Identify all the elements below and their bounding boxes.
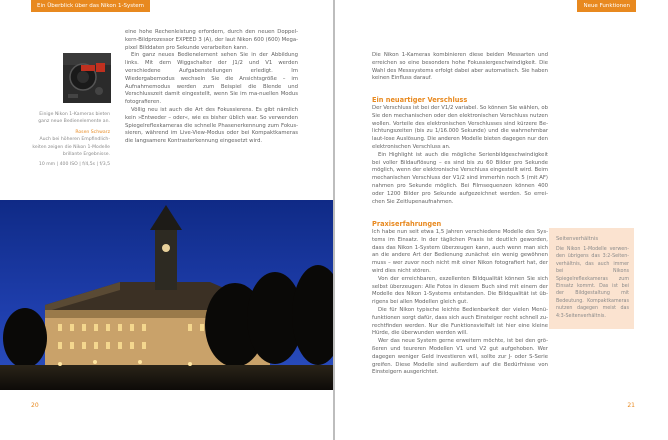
paragraph: Von der erreichbaren, exzellenten Bildqualität können Sie sich selbst überzeugen: Alle Fotos in diesem Buch sind mit einem der Modelle des Nikon 1-Systems entstanden. Die Bildqualität ist üb-rigens bei allen Modellen gleich gut. (372, 275, 548, 306)
section-verschluss-text (372, 105, 548, 206)
camera-control-photo (63, 53, 111, 103)
caption-credit: Auch bei höheren Empfindlich- (39, 137, 110, 143)
caption-title: Rosen Schwarz (75, 129, 110, 135)
left-body-text (125, 29, 298, 146)
right-intro-text (372, 52, 548, 83)
paragraph: Ein ganz neues Bedienelement sehen Sie in der Abbildung links. Mit dem Wiggschalter der J1/2 und V1 werden verschiedene Aufgabenstellungen erledigt. Im Wiedergabemodus wechseln Sie die Ansichtsgröße – im Aufnahmemodus werden zum Beispiel die Blende und Verschlusszeit damit eingestellt, wenn Sie im ma-nuellen Modus fotografieren. (125, 52, 298, 106)
caption-credit: keiten zeigen die Nikon 1-Modelle (32, 144, 110, 150)
section-heading-praxis: Praxiserfahrungen (372, 220, 442, 228)
caption-credit: brillante Ergebnisse. (62, 152, 110, 158)
section-heading-verschluss: Ein neuartiger Verschluss (372, 96, 468, 104)
page-number-left: 20 (31, 402, 39, 409)
paragraph: Die Nikon 1-Kameras kombinieren diese beiden Messarten und erreichen so eine besonders hohe Fokussiergeschwindigkeit. Die Wahl des Messsystems erfolgt dabei aber automatisch. Sie haben keinen Einfluss darauf. (372, 52, 548, 82)
right-page (335, 0, 668, 440)
paragraph: Ich habe nun seit etwa 1,5 Jahren verschiedene Modelle des Sys-tems im Einsatz. In der täglichen Praxis ist deutlich geworden, dass das Nikon 1-System überzeugen kann, auch wenn man sich an die andere Art der Bedienung zunächst ein wenig gewöhnen muss – wer zuvor noch nicht mit einer Nikon fotografiert hat, der wird dies nicht stören. (372, 229, 548, 274)
sidebar-box (549, 228, 634, 329)
left-running-header: Ein Überblick über das Nikon 1-System (31, 0, 150, 12)
caption-line: Einige Nikon 1-Kameras bieten (39, 112, 110, 117)
sidebar-text: Die Nikon 1-Modelle verwen-den übrigens das 3:2-Seiten-verhältnis, das auch immer bei Nikons Spiegelreflexkameras zum Einsatz kommt. Das ist bei der Bildgestaltung mit Bedeutung. Kompaktkameras nutzen dagegen meist das 4:3-Seitenverhältnis. (556, 247, 629, 319)
paragraph: Der Verschluss ist bei der V1/2 variabel. So können Sie wählen, ob Sie den mechanischen oder den elektronischen Verschluss nutzen wollen. Vorteile des elektronischen Verschlusses sind kürzere Be-lichtungszeiten (bis zu 1/16.000 Sekunde) und die wahrnehmbar laut-lose Auslösung. Die anderen Modelle bieten dagegen nur den elektronischen Verschluss an. (372, 105, 548, 150)
paragraph: eine hohe Rechenleistung erfordern, durch den neuen Doppel-kern-Bildprozessor EXPEED 3 (A), der laut Nikon 600 (600) Mega-pixel Bilddaten pro Sekunde verarbeiten kann. (125, 29, 298, 51)
sidebar-title: Seitenverhältnis (556, 236, 599, 242)
left-page (0, 0, 333, 440)
right-running-header: Neue Funktionen (577, 0, 636, 12)
section-praxis-text (372, 229, 548, 377)
caption-exif: 10 mm | 400 ISO | f/4,5s | f/3,5 (38, 162, 110, 168)
photo-caption (22, 111, 110, 169)
page-number-right: 21 (627, 402, 635, 409)
caption-line: ganz neue Bedienelemente an. (38, 119, 110, 125)
paragraph: Wer das neue System gerne erweitern möchte, ist bei den grö-ßeren und teureren Modellen V1 und V2 gut aufgehoben. Wer dagegen weniger Geld investieren will, sollte zur J- oder S-Serie greifen. Diese Modelle sind außerdem auf die Bedürfnisse von Einsteigern ausgerichtet. (372, 338, 548, 376)
paragraph: Ein Highlight ist auch die mögliche Serienbildgeschwindigkeit bei voller Bildauflösung – es sind bis zu 60 Bilder pro Sekunde möglich, wenn der elektronische Verschluss eingestellt wird. Beim mechanischen Verschluss der V1/2 sind immerhin noch 5 (mit AF) nahmen pro Sekunde möglich. Bei Filmsequenzen können 400 oder 1200 Bilder pro Sekunde aufgezeichnet werden. So errei-chen Sie Zeitlupenaufnahmen. (372, 151, 548, 205)
castle-night-photo (0, 200, 333, 390)
paragraph: Die für Nikon typische leichte Bedienbarkeit der vielen Menü-funktionen sorgt dafür, dass sich auch Einsteiger recht schnell zu-rechtfinden werden. Nur die Funktionsvielfalt ist hier eine kleine Hürde, die überwunden werden will. (372, 306, 548, 337)
paragraph: Völlig neu ist auch die Art des Fokussierens. Es gibt nämlich kein »Entweder – oder«, wie es bisher üblich war. So verwenden Spiegelreflexkameras die schnelle Phasenerkennung zum Fokus-sieren, während im Live-View-Modus oder bei Kompaktkameras die langsamere Kontrasterkennung eingesetzt wird. (125, 106, 298, 145)
